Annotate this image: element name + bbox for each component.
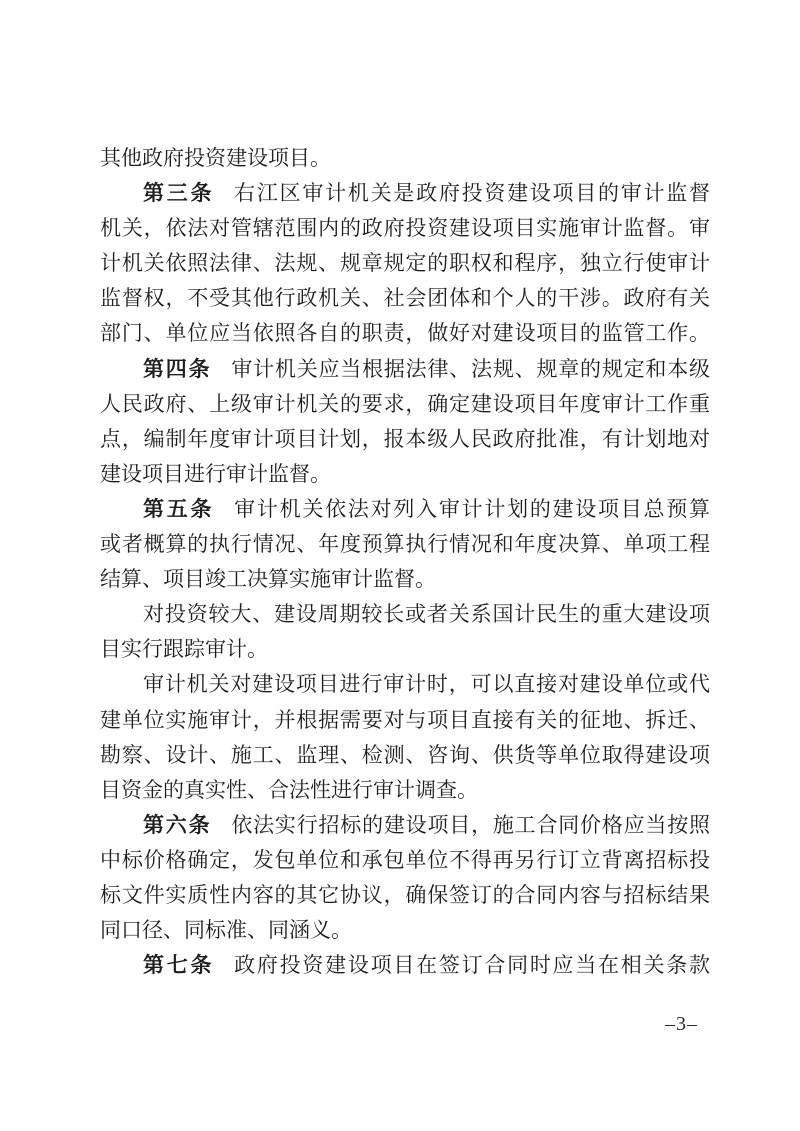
line-text: 中标价格确定，发包单位和承包单位不得再另行订立背离招标投	[100, 847, 710, 872]
article-number: 第五条	[143, 497, 215, 521]
text-line	[100, 316, 710, 351]
text-line	[100, 457, 710, 492]
text-line	[100, 597, 710, 632]
page-number: –3–	[665, 1013, 698, 1035]
text-line	[100, 562, 710, 597]
line-text: 监督权，不受其他行政机关、社会团体和个人的干涉。政府有关	[100, 286, 710, 311]
line-text: 审计机关应当根据法律、法规、规章的规定和本级	[231, 356, 710, 381]
line-text: 右江区审计机关是政府投资建设项目的审计监督	[234, 181, 710, 206]
article-number: 第七条	[143, 954, 215, 978]
line-text: 点，编制年度审计项目计划，报本级人民政府批准，有计划地对	[100, 426, 710, 451]
text-line	[100, 281, 710, 316]
text-line	[100, 176, 710, 211]
line-text: 其他政府投资建设项目。	[100, 146, 331, 170]
line-text: 审计机关对建设项目进行审计时，可以直接对建设单位或代	[143, 672, 710, 697]
line-text: 建单位实施审计，并根据需要对与项目直接有关的征地、拆迁、	[100, 707, 710, 732]
text-line	[100, 422, 710, 457]
article-number: 第三条	[143, 182, 215, 206]
text-line	[100, 948, 710, 983]
text-line	[100, 878, 710, 913]
text-line	[100, 703, 710, 738]
line-text: 标文件实质性内容的其它协议，确保签订的合同内容与招标结果	[100, 882, 710, 907]
text-line	[100, 527, 710, 562]
text-line	[100, 246, 710, 281]
line-text: 结算、项目竣工决算实施审计监督。	[100, 567, 436, 592]
text-line	[100, 632, 710, 667]
text-line	[100, 913, 710, 948]
text-line	[100, 808, 710, 843]
line-text: 对投资较大、建设周期较长或者关系国计民生的重大建设项	[143, 602, 710, 627]
text-line	[100, 667, 710, 702]
text-line	[100, 492, 710, 527]
line-text: 部门、单位应当依照各自的职责，做好对建设项目的监管工作。	[100, 321, 710, 346]
document-body	[100, 141, 710, 983]
line-text: 人民政府、上级审计机关的要求，确定建设项目年度审计工作重	[100, 391, 710, 416]
line-text: 或者概算的执行情况、年度预算执行情况和年度决算、单项工程	[100, 532, 710, 557]
text-line	[100, 773, 710, 808]
text-line	[100, 387, 710, 422]
text-line	[100, 738, 710, 773]
text-line	[100, 843, 710, 878]
line-text: 计机关依照法律、法规、规章规定的职权和程序，独立行使审计	[100, 251, 710, 276]
line-text: 依法实行招标的建设项目，施工合同价格应当按照	[231, 812, 710, 837]
line-text: 目资金的真实性、合法性进行审计调查。	[100, 777, 478, 802]
line-text: 勘察、设计、施工、监理、检测、咨询、供货等单位取得建设项	[100, 742, 710, 767]
line-text: 同口径、同标准、同涵义。	[100, 918, 352, 943]
article-number: 第六条	[143, 813, 212, 837]
line-text: 政府投资建设项目在签订合同时应当在相关条款	[234, 953, 710, 978]
line-text: 审计机关依法对列入审计计划的建设项目总预算	[234, 496, 710, 521]
article-number: 第四条	[143, 357, 212, 381]
text-line	[100, 352, 710, 387]
text-line	[100, 141, 710, 176]
line-text: 目实行跟踪审计。	[100, 637, 268, 662]
line-text: 建设项目进行审计监督。	[100, 461, 331, 486]
line-text: 机关，依法对管辖范围内的政府投资建设项目实施审计监督。审	[100, 216, 710, 241]
text-line	[100, 211, 710, 246]
